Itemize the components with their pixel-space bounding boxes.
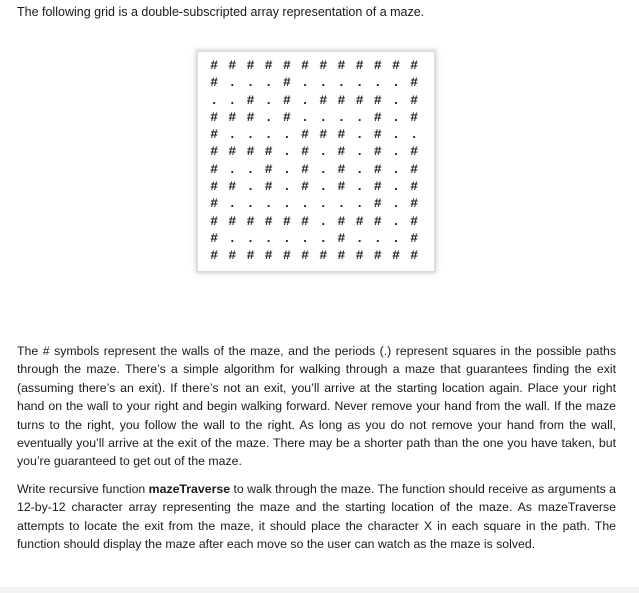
maze-path-cell: . xyxy=(319,196,328,212)
maze-figure xyxy=(198,52,434,271)
maze-path-cell: . xyxy=(392,127,400,143)
maze-path-cell: . xyxy=(392,109,400,125)
maze-path-cell: . xyxy=(246,196,255,212)
maze-wall-cell: # xyxy=(410,75,419,91)
maze-path-cell: . xyxy=(319,179,328,195)
maze-path-cell: . xyxy=(355,196,364,212)
maze-path-cell: . xyxy=(264,92,273,108)
maze-path-cell: . xyxy=(264,75,273,91)
maze-path-cell: . xyxy=(355,161,364,177)
maze-wall-cell: # xyxy=(282,109,291,125)
maze-wall-cell: # xyxy=(319,58,328,73)
maze-wall-cell: # xyxy=(210,75,218,91)
maze-wall-cell: # xyxy=(210,58,218,73)
maze-path-cell: . xyxy=(355,109,364,125)
maze-wall-cell: # xyxy=(319,127,328,143)
maze-path-cell: . xyxy=(319,230,328,246)
maze-wall-cell: # xyxy=(301,213,309,229)
maze-wall-cell: # xyxy=(392,58,400,73)
maze-path-cell: . xyxy=(301,92,309,108)
maze-path-cell: . xyxy=(373,75,382,91)
maze-path-cell: . xyxy=(228,75,237,91)
maze-path-cell: . xyxy=(301,230,309,246)
maze-wall-cell: # xyxy=(210,213,218,229)
maze-wall-cell: # xyxy=(410,58,419,73)
maze-wall-cell: # xyxy=(210,248,218,264)
assignment-text-start: Write recursive function xyxy=(17,482,149,496)
maze-wall-cell: # xyxy=(410,248,419,264)
maze-path-cell: . xyxy=(392,144,400,160)
maze-wall-cell: # xyxy=(210,196,218,212)
maze-wall-cell: # xyxy=(264,248,273,264)
maze-wall-cell: # xyxy=(410,196,419,212)
maze-wall-cell: # xyxy=(282,58,291,73)
maze-wall-cell: # xyxy=(301,58,309,73)
maze-path-cell: . xyxy=(410,127,419,143)
maze-wall-cell: # xyxy=(210,109,218,125)
maze-path-cell: . xyxy=(319,109,328,125)
maze-wall-cell: # xyxy=(301,179,309,195)
maze-wall-cell: # xyxy=(210,179,218,195)
maze-path-cell: . xyxy=(264,127,273,143)
maze-wall-cell: # xyxy=(373,248,382,264)
maze-path-cell: . xyxy=(246,75,255,91)
maze-path-cell: . xyxy=(319,213,328,229)
maze-path-cell: . xyxy=(301,75,309,91)
maze-wall-cell: # xyxy=(210,161,218,177)
maze-path-cell: . xyxy=(264,196,273,212)
maze-wall-cell: # xyxy=(337,230,346,246)
maze-path-cell: . xyxy=(319,75,328,91)
maze-wall-cell: # xyxy=(282,92,291,108)
maze-path-cell: . xyxy=(337,196,346,212)
maze-wall-cell: # xyxy=(373,179,382,195)
maze-path-cell: . xyxy=(282,196,291,212)
maze-wall-cell: # xyxy=(246,248,255,264)
maze-wall-cell: # xyxy=(246,109,255,125)
maze-wall-cell: # xyxy=(373,92,382,108)
maze-wall-cell: # xyxy=(410,109,419,125)
maze-wall-cell: # xyxy=(319,248,328,264)
maze-wall-cell: # xyxy=(355,213,364,229)
paragraph-maze-explanation: The # symbols represent the walls of the maze, and the periods (.) represent squares in the possible paths through the maze. There’s a simple algorithm for walking through a maze that guarantees finding the exit (assuming there’s an exit). If there’s not an exit, you’ll arrive at the starting location again. Place your right hand on the wall to your right and begin walking forward. Never remove your hand from the wall. If the maze turns to the right, you follow the wall to the right. As long as you do not remove your hand from the wall, eventually you’ll arrive at the exit of the maze. There may be a shorter path than the one you have taken, but you’re guaranteed to get out of the maze. xyxy=(17,344,616,469)
maze-wall-cell: # xyxy=(373,127,382,143)
maze-wall-cell: # xyxy=(410,230,419,246)
maze-wall-cell: # xyxy=(373,109,382,125)
maze-path-cell: . xyxy=(337,109,346,125)
maze-path-cell: . xyxy=(228,230,237,246)
maze-wall-cell: # xyxy=(264,161,273,177)
maze-path-cell: . xyxy=(392,75,400,91)
maze-wall-cell: # xyxy=(410,92,419,108)
maze-wall-cell: # xyxy=(337,92,346,108)
maze-wall-cell: # xyxy=(337,144,346,160)
maze-wall-cell: # xyxy=(337,58,346,73)
maze-wall-cell: # xyxy=(410,179,419,195)
maze-wall-cell: # xyxy=(228,248,237,264)
maze-wall-cell: # xyxy=(228,179,237,195)
maze-wall-cell: # xyxy=(210,144,218,160)
maze-path-cell: . xyxy=(246,161,255,177)
maze-path-cell: . xyxy=(246,230,255,246)
maze-wall-cell: # xyxy=(301,161,309,177)
maze-path-cell: . xyxy=(392,213,400,229)
maze-wall-cell: # xyxy=(246,58,255,73)
maze-path-cell: . xyxy=(319,161,328,177)
maze-path-cell: . xyxy=(282,230,291,246)
maze-wall-cell: # xyxy=(319,92,328,108)
maze-path-cell: . xyxy=(355,75,364,91)
maze-path-cell: . xyxy=(228,127,237,143)
maze-wall-cell: # xyxy=(373,58,382,73)
maze-wall-cell: # xyxy=(282,213,291,229)
maze-path-cell: . xyxy=(373,230,382,246)
maze-wall-cell: # xyxy=(264,213,273,229)
maze-path-cell: . xyxy=(228,161,237,177)
maze-path-cell: . xyxy=(392,92,400,108)
maze-path-cell: . xyxy=(246,127,255,143)
maze-path-cell: . xyxy=(355,179,364,195)
maze-wall-cell: # xyxy=(355,58,364,73)
maze-wall-cell: # xyxy=(410,213,419,229)
maze-path-cell: . xyxy=(319,144,328,160)
maze-wall-cell: # xyxy=(210,230,218,246)
maze-path-cell: . xyxy=(210,92,218,108)
maze-path-cell: . xyxy=(282,161,291,177)
maze-wall-cell: # xyxy=(246,92,255,108)
maze-wall-cell: # xyxy=(337,161,346,177)
maze-wall-cell: # xyxy=(337,179,346,195)
maze-wall-cell: # xyxy=(410,161,419,177)
maze-wall-cell: # xyxy=(264,144,273,160)
maze-path-cell: . xyxy=(264,230,273,246)
maze-wall-cell: # xyxy=(355,248,364,264)
maze-grid xyxy=(205,57,423,265)
maze-path-cell: . xyxy=(264,109,273,125)
maze-path-cell: . xyxy=(337,75,346,91)
maze-wall-cell: # xyxy=(264,58,273,73)
maze-path-cell: . xyxy=(392,161,400,177)
maze-path-cell: . xyxy=(392,179,400,195)
maze-wall-cell: # xyxy=(228,109,237,125)
maze-path-cell: . xyxy=(355,230,364,246)
maze-wall-cell: # xyxy=(282,248,291,264)
maze-path-cell: . xyxy=(355,127,364,143)
maze-wall-cell: # xyxy=(301,248,309,264)
maze-wall-cell: # xyxy=(392,248,400,264)
maze-wall-cell: # xyxy=(373,144,382,160)
bottom-edge xyxy=(0,587,639,593)
maze-path-cell: . xyxy=(392,230,400,246)
maze-path-cell: . xyxy=(392,196,400,212)
maze-path-cell: . xyxy=(282,179,291,195)
maze-wall-cell: # xyxy=(246,144,255,160)
maze-wall-cell: # xyxy=(210,127,218,143)
maze-wall-cell: # xyxy=(301,127,309,143)
maze-wall-cell: # xyxy=(301,144,309,160)
intro-text: The following grid is a double-subscripted array representation of a maze. xyxy=(17,5,425,19)
assignment-text-rest: to walk through the maze. The function should receive as arguments a 12-by-12 character array representing the maze and the starting location of the maze. As mazeTraverse attempts to locate the exit from the maze, it should place the character X in each square in the path. The function should display the maze after each move so the user can watch as the maze is solved. xyxy=(17,482,617,552)
maze-wall-cell: # xyxy=(337,213,346,229)
maze-wall-cell: # xyxy=(264,179,273,195)
maze-wall-cell: # xyxy=(228,144,237,160)
maze-path-cell: . xyxy=(301,196,309,212)
maze-wall-cell: # xyxy=(337,248,346,264)
maze-path-cell: . xyxy=(228,92,237,108)
paragraph-assignment xyxy=(17,480,616,554)
maze-wall-cell: # xyxy=(373,161,382,177)
maze-wall-cell: # xyxy=(228,213,237,229)
maze-wall-cell: # xyxy=(337,127,346,143)
maze-wall-cell: # xyxy=(373,196,382,212)
maze-path-cell: . xyxy=(301,109,309,125)
maze-path-cell: . xyxy=(228,196,237,212)
maze-path-cell: . xyxy=(355,144,364,160)
maze-wall-cell: # xyxy=(282,75,291,91)
maze-path-cell: . xyxy=(282,127,291,143)
maze-wall-cell: # xyxy=(410,144,419,160)
maze-path-cell: . xyxy=(282,144,291,160)
maze-wall-cell: # xyxy=(373,213,382,229)
maze-wall-cell: # xyxy=(355,92,364,108)
maze-wall-cell: # xyxy=(246,213,255,229)
maze-wall-cell: # xyxy=(228,58,237,73)
maze-path-cell: . xyxy=(246,179,255,195)
function-name: mazeTraverse xyxy=(148,482,231,496)
